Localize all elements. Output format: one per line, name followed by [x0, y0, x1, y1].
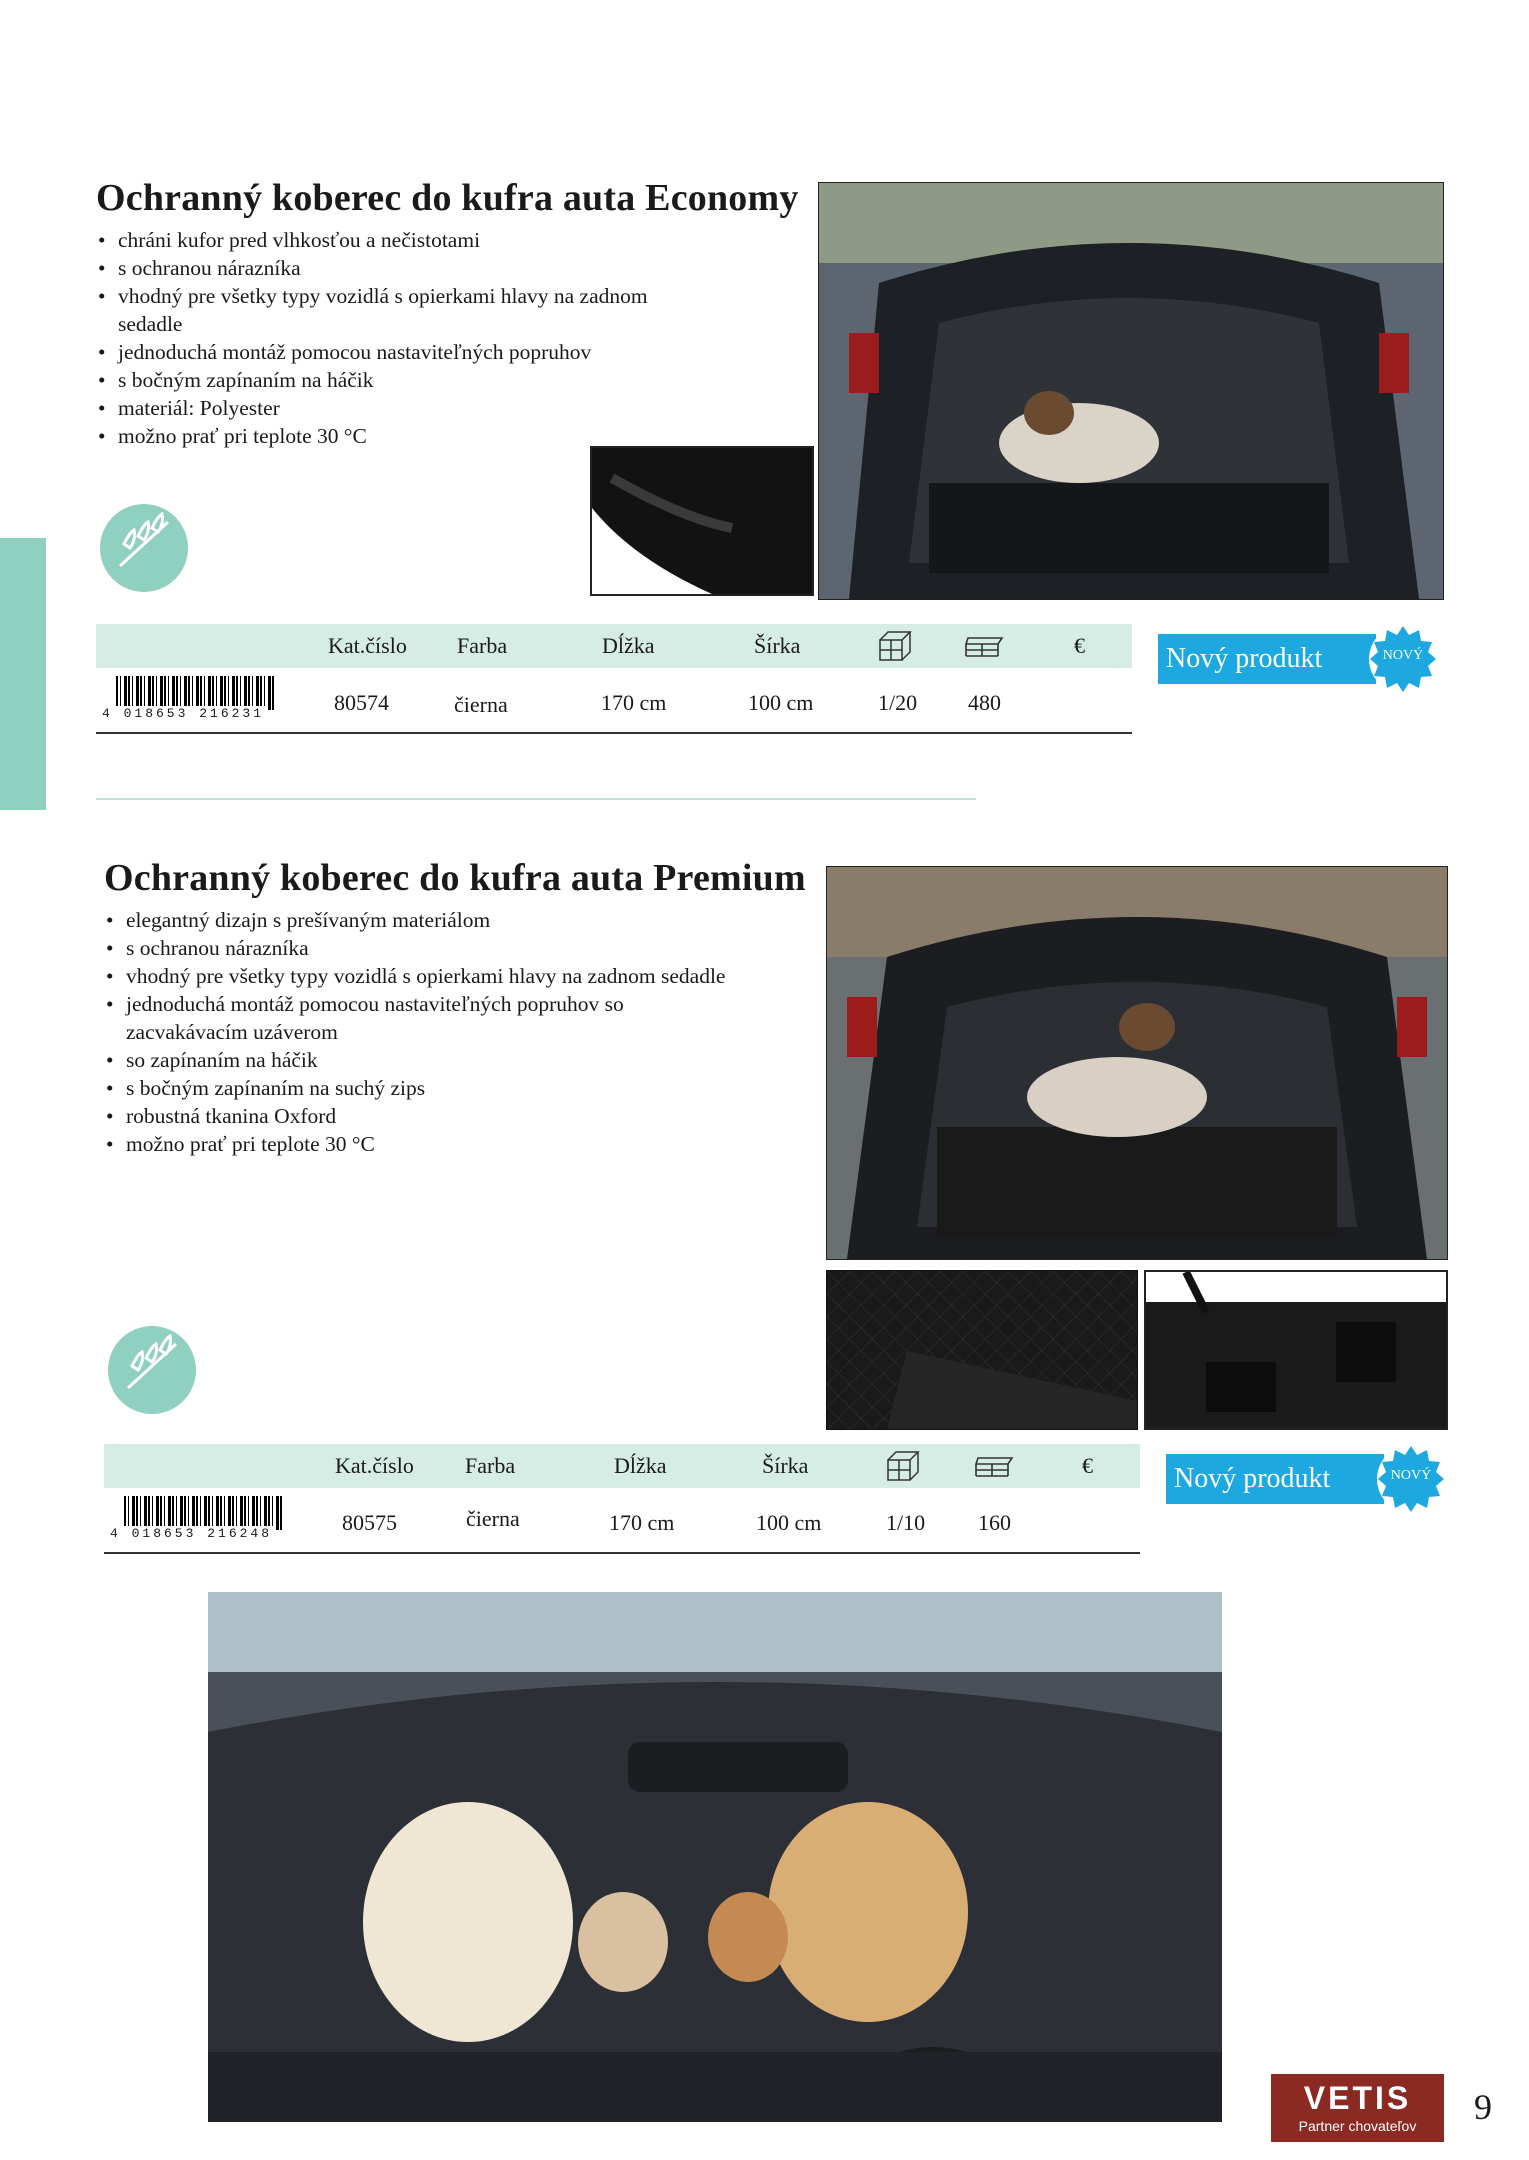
- product-title: Ochranný koberec do kufra auta Economy: [96, 177, 799, 219]
- feature-item: • materiál: Polyester: [96, 394, 716, 422]
- feature-item: • s ochranou nárazníka: [104, 934, 744, 962]
- wash-drops-glyph: [100, 504, 188, 592]
- detail-photo-quilted-fabric: [826, 1270, 1138, 1430]
- carton-glyph: [878, 630, 912, 662]
- barcode: [100, 676, 280, 720]
- table-rule: [96, 732, 1132, 734]
- side-tab: [0, 538, 46, 810]
- cell-pack: 1/10: [886, 1510, 926, 1535]
- page-number: 9: [1474, 2087, 1492, 2127]
- product-photo-car-trunk-dog: [826, 866, 1448, 1260]
- feature-item: • s bočným zapínaním na suchý zips: [104, 1074, 744, 1102]
- pallet-icon: [964, 634, 1004, 665]
- col-cat: Kat.číslo: [328, 633, 407, 658]
- car-trunk-illustration: [827, 867, 1447, 1259]
- car-trunk-illustration: [819, 183, 1443, 599]
- feature-item: • jednoduchá montáž pomocou nastaviteľných popruhov: [96, 338, 716, 366]
- cell-length: 170 cm: [609, 1510, 675, 1535]
- sticker-label: NOVÝ: [1390, 1468, 1432, 1483]
- quilted-fabric-illustration: [827, 1271, 1137, 1429]
- box-carton-icon: [878, 630, 912, 667]
- barcode: [108, 1496, 288, 1540]
- cell-color: čierna: [466, 1506, 520, 1531]
- feature-item: • možno prať pri teplote 30 °C: [96, 422, 716, 450]
- cell-pallet: 160: [978, 1510, 1011, 1535]
- cell-cat: 80575: [342, 1510, 397, 1535]
- new-sticker: [1368, 624, 1438, 694]
- feature-list: [96, 226, 716, 450]
- badge-label: Nový produkt: [1166, 643, 1323, 674]
- spec-table-header: [104, 1444, 1140, 1488]
- pockets-illustration: [1146, 1272, 1446, 1428]
- feature-item: • jednoduchá montáž pomocou nastaviteľných popruhov so zacvakávacím uzáverom: [104, 990, 744, 1046]
- col-color: Farba: [465, 1453, 516, 1478]
- feature-list: [104, 906, 744, 1158]
- new-product-badge: [1158, 634, 1376, 684]
- fabric-detail-illustration: [592, 448, 812, 594]
- feature-item: • so zapínaním na háčik: [104, 1046, 744, 1074]
- photo-dogs-in-car: [208, 1592, 1222, 2122]
- cell-pack: 1/20: [878, 690, 918, 715]
- product-photo-car-trunk-dog: [818, 182, 1444, 600]
- col-width: Šírka: [754, 633, 801, 658]
- new-product-badge: [1166, 1454, 1384, 1504]
- cell-width: 100 cm: [748, 690, 814, 715]
- feature-item: • vhodný pre všetky typy vozidlá s opierkami hlavy na zadnom sedadle: [104, 962, 744, 990]
- pallet-icon: [974, 1454, 1014, 1485]
- box-carton-icon: [886, 1450, 920, 1487]
- col-width: Šírka: [762, 1453, 809, 1478]
- cell-cat: 80574: [334, 690, 389, 715]
- wash-drops-glyph: [108, 1326, 196, 1414]
- col-price: €: [1082, 1453, 1093, 1478]
- pallet-glyph: [964, 634, 1004, 660]
- badge-label: Nový produkt: [1174, 1463, 1331, 1494]
- col-length: Dĺžka: [602, 633, 655, 658]
- detail-photo-pockets-strap: [1144, 1270, 1448, 1430]
- wash-30-icon: [108, 1326, 196, 1414]
- table-rule: [104, 1552, 1140, 1554]
- product-title: Ochranný koberec do kufra auta Premium: [104, 857, 806, 899]
- spec-table-header: [96, 624, 1132, 668]
- cell-pallet: 480: [968, 690, 1001, 715]
- carton-glyph: [886, 1450, 920, 1482]
- new-sticker: [1376, 1444, 1446, 1514]
- col-length: Dĺžka: [614, 1453, 667, 1478]
- feature-item: • chráni kufor pred vlhkosťou a nečistotami: [96, 226, 716, 254]
- cell-color: čierna: [454, 692, 508, 717]
- feature-item: • s ochranou nárazníka: [96, 254, 716, 282]
- col-cat: Kat.číslo: [335, 1453, 414, 1478]
- logo-tagline: Partner chovateľov: [1298, 2118, 1417, 2134]
- cell-width: 100 cm: [756, 1510, 822, 1535]
- barcode-digits: 4 018653 216248: [110, 1526, 273, 1541]
- logo-name: VETIS: [1303, 2080, 1412, 2116]
- barcode-bars: [116, 676, 276, 710]
- barcode-bars: [124, 1496, 284, 1530]
- dogs-in-car-illustration: [208, 1592, 1222, 2122]
- barcode-digits: 4 018653 216231: [102, 706, 265, 721]
- feature-item: • robustná tkanina Oxford: [104, 1102, 744, 1130]
- feature-item: • vhodný pre všetky typy vozidlá s opierkami hlavy na zadnom sedadle: [96, 282, 716, 338]
- col-price: €: [1074, 633, 1085, 658]
- feature-item: • s bočným zapínaním na háčik: [96, 366, 716, 394]
- col-color: Farba: [457, 633, 508, 658]
- feature-item: • možno prať pri teplote 30 °C: [104, 1130, 744, 1158]
- vetis-logo: [1271, 2074, 1444, 2142]
- detail-photo-side-closure: [590, 446, 814, 596]
- section-separator: [96, 798, 976, 800]
- feature-item: • elegantný dizajn s prešívaným materiálom: [104, 906, 744, 934]
- sticker-label: NOVÝ: [1382, 648, 1424, 663]
- pallet-glyph: [974, 1454, 1014, 1480]
- wash-30-icon: [100, 504, 188, 592]
- cell-length: 170 cm: [601, 690, 667, 715]
